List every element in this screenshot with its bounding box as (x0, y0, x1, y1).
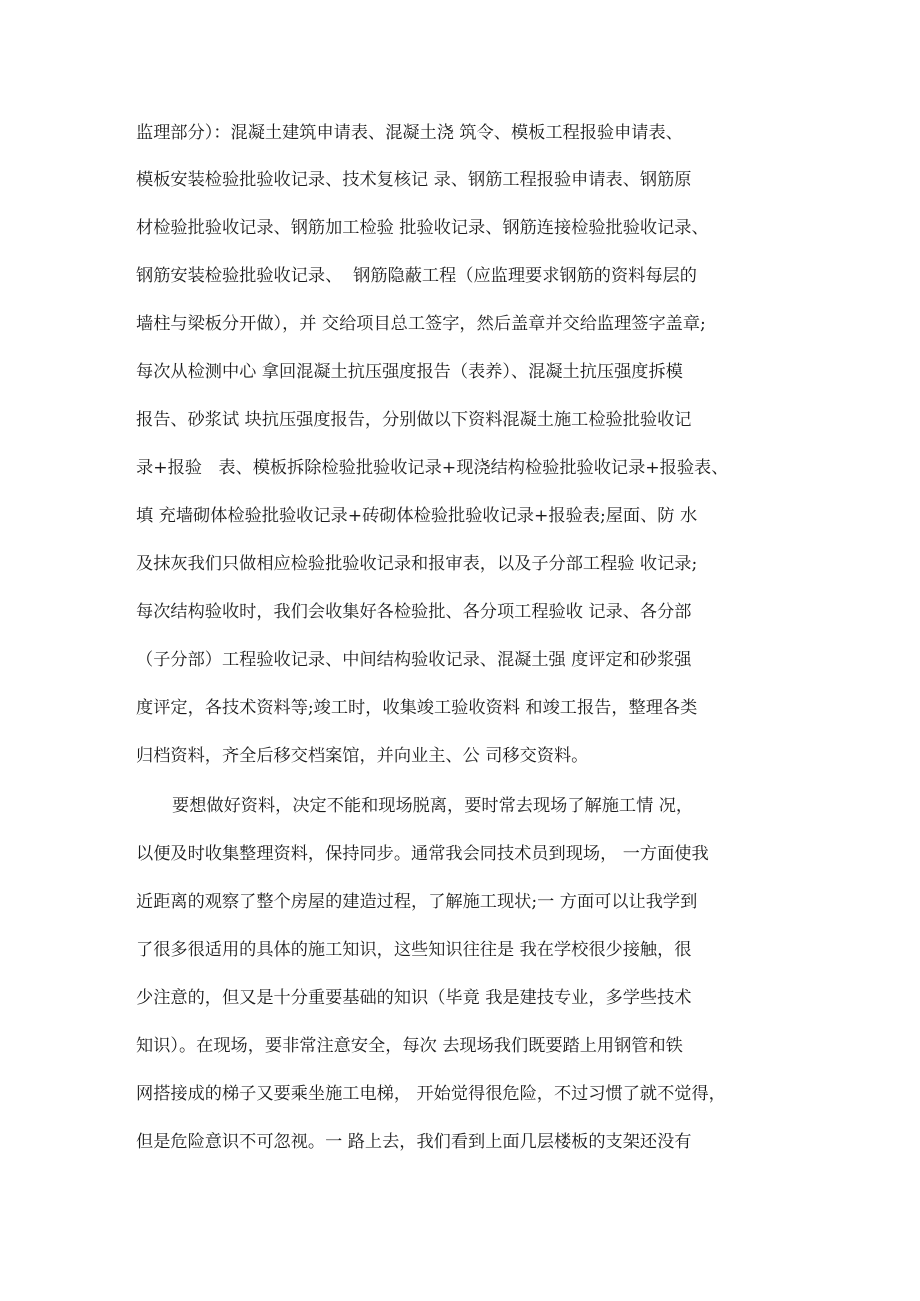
paragraph1-line: （子分部）工程验收记录、中间结构验收记录、混凝土强 度评定和砂浆强 (136, 650, 692, 670)
paragraph1-line: 墙柱与梁板分开做），并 交给项目总工签字，然后盖章并交给监理签字盖章; (136, 314, 706, 334)
paragraph2-line: 以便及时收集整理资料，保持同步。通常我会同技术员到现场， 一方面使我 (136, 844, 709, 864)
paragraph2-line: 了很多很适用的具体的施工知识，这些知识往往是 我在学校很少接触，很 (136, 940, 692, 960)
paragraph1-line: 每次从检测中心 拿回混凝土抗压强度报告（表养）、混凝土抗压强度拆模 (136, 362, 683, 382)
paragraph1-line: 每次结构验收时，我们会收集好各检验批、各分项工程验收 记录、各分部 (136, 602, 692, 622)
paragraph1-line: 填 充墙砌体检验批验收记录+砖砌体检验批验收记录+报验表;屋面、防 水 (136, 506, 698, 526)
paragraph2-line: 但是危险意识不可忽视。一 路上去，我们看到上面几层楼板的支架还没有 (136, 1132, 692, 1152)
paragraph1-line: 钢筋安装检验批验收记录、 钢筋隐蔽工程（应监理要求钢筋的资料每层的 (136, 266, 697, 286)
paragraph1-line: 及抹灰我们只做相应检验批验收记录和报审表，以及子分部工程验 收记录; (136, 554, 698, 574)
paragraph1-line: 度评定，各技术资料等;竣工时，收集竣工验收资料 和竣工报告，整理各类 (136, 698, 698, 718)
paragraph2-line: 少注意的，但又是十分重要基础的知识（毕竟 我是建技专业，多学些技术 (136, 988, 692, 1008)
paragraph1-line: 归档资料，齐全后移交档案馆，并向业主、公 司移交资料。 (136, 746, 589, 766)
paragraph2-line: 网搭接成的梯子又要乘坐施工电梯， 开始觉得很危险，不过习惯了就不觉得， (136, 1084, 726, 1104)
paragraph2-line: 要想做好资料，决定不能和现场脱离，要时常去现场了解施工情 况， (172, 796, 694, 816)
paragraph1-line: 报告、砂浆试 块抗压强度报告，分别做以下资料混凝土施工检验批验收记 (136, 410, 692, 430)
paragraph1-line: 模板安装检验批验收记录、技术复核记 录、钢筋工程报验申请表、钢筋原 (136, 170, 692, 190)
paragraph1-line: 监理部分）：混凝土建筑申请表、混凝土浇 筑令、模板工程报验申请表、 (136, 123, 683, 143)
paragraph1-line: 材检验批验收记录、钢筋加工检验 批验收记录、钢筋连接检验批验收记录、 (136, 218, 709, 238)
paragraph2-line: 近距离的观察了整个房屋的建造过程，了解施工现状;一 方面可以让我学到 (136, 892, 698, 912)
paragraph2-line: 知识）。在现场，要非常注意安全，每次 去现场我们既要踏上用钢管和铁 (136, 1036, 683, 1056)
paragraph1-line: 录+报验 表、模板拆除检验批验收记录+现浇结构检验批验收记录+报验表、 (136, 458, 729, 478)
